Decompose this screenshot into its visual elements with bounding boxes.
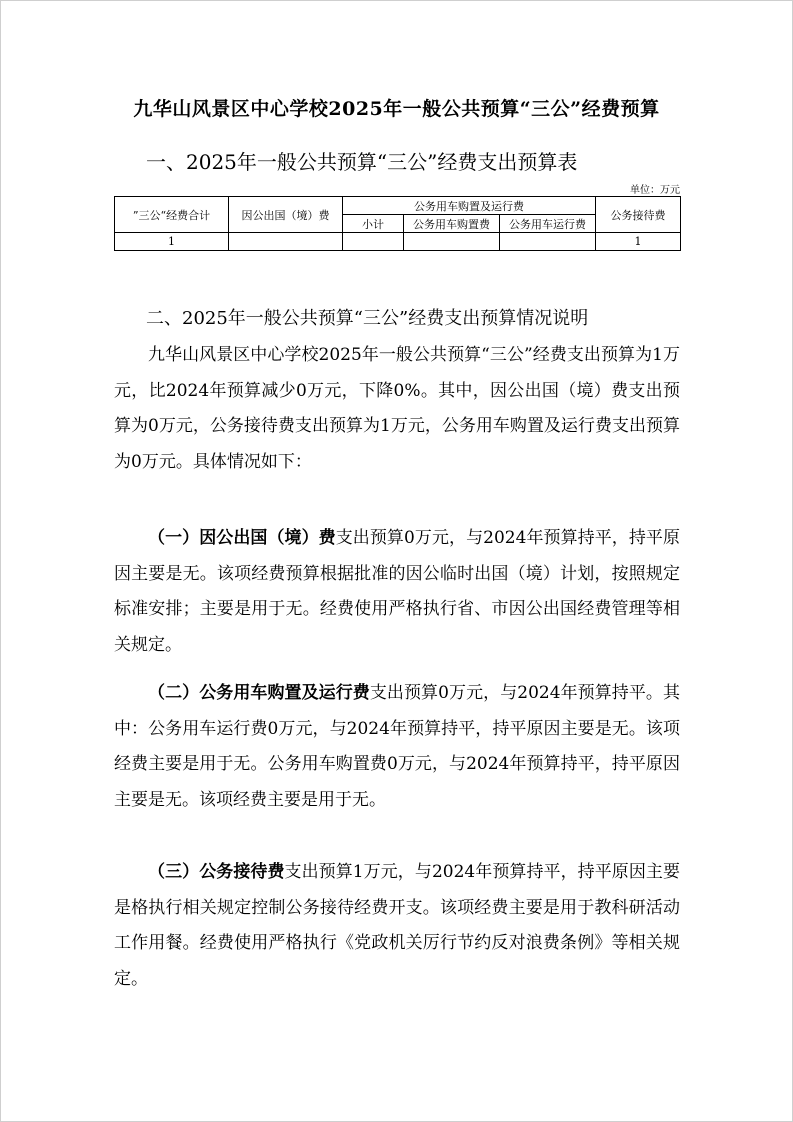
header-reception: 公务接待费 [596,197,681,233]
cell-reception: 1 [596,233,681,251]
item1-paragraph [114,521,680,663]
section1-title: 一、2025年一般公共预算“三公”经费支出预算表 [146,150,578,174]
header-vehicle-subtotal: 小计 [343,215,404,233]
item3-heading: （三）公务接待费 [148,862,285,882]
cell-vehicle-operation [500,233,596,251]
header-vehicle-operation: 公务用车运行费 [500,215,596,233]
item3-text: 支出预算1万元，与2024年预算持平，持平原因主要是格执行相关规定控制公务接待经费开支。该项经费主要是用于教科研活动工作用餐。经费使用严格执行《党政机关厉行节约反对浪费条例》等相关规定。 [114,862,680,989]
cell-vehicle-purchase [404,233,500,251]
table-header-row [115,197,681,215]
unit-label: 单位：万元 [630,185,680,196]
budget-table [114,196,681,251]
header-total: ”三公“经费合计 [115,197,229,233]
cell-total: 1 [115,233,229,251]
intro-text: 九华山风景区中心学校2025年一般公共预算“三公”经费支出预算为1万元，比2024年预算减少0万元，下降0%。其中，因公出国（境）费支出预算为0万元，公务接待费支出预算为1万元，公务用车购置及运行费支出预算为0万元。具体情况如下： [114,345,680,472]
item1-text: 支出预算0万元，与2024年预算持平，持平原因主要是无。该项经费预算根据批准的因公临时出国（境）计划，按照规定标准安排；主要是用于无。经费使用严格执行省、市因公出国经费管理等相关规定。 [114,528,680,655]
header-vehicle-group: 公务用车购置及运行费 [343,197,596,215]
item2-text: 支出预算0万元，与2024年预算持平。其中：公务用车运行费0万元，与2024年预算持平，持平原因主要是无。该项经费主要是用于无。公务用车购置费0万元，与2024年预算持平，持平原因主要是无。该项经费主要是用于无。 [114,683,680,810]
intro-paragraph [114,338,680,480]
item2-paragraph [114,676,680,818]
cell-vehicle-subtotal [343,233,404,251]
item3-paragraph [114,855,680,997]
header-vehicle-purchase: 公务用车购置费 [404,215,500,233]
item1-heading: （一）因公出国（境）费 [148,528,336,548]
item2-heading: （二）公务用车购置及运行费 [148,683,370,703]
document-title: 九华山风景区中心学校2025年一般公共预算“三公”经费预算 [133,98,660,120]
header-abroad: 因公出国（境）费 [229,197,343,233]
cell-abroad [229,233,343,251]
section2-title: 二、2025年一般公共预算“三公”经费支出预算情况说明 [146,308,589,329]
table-row [115,233,681,251]
